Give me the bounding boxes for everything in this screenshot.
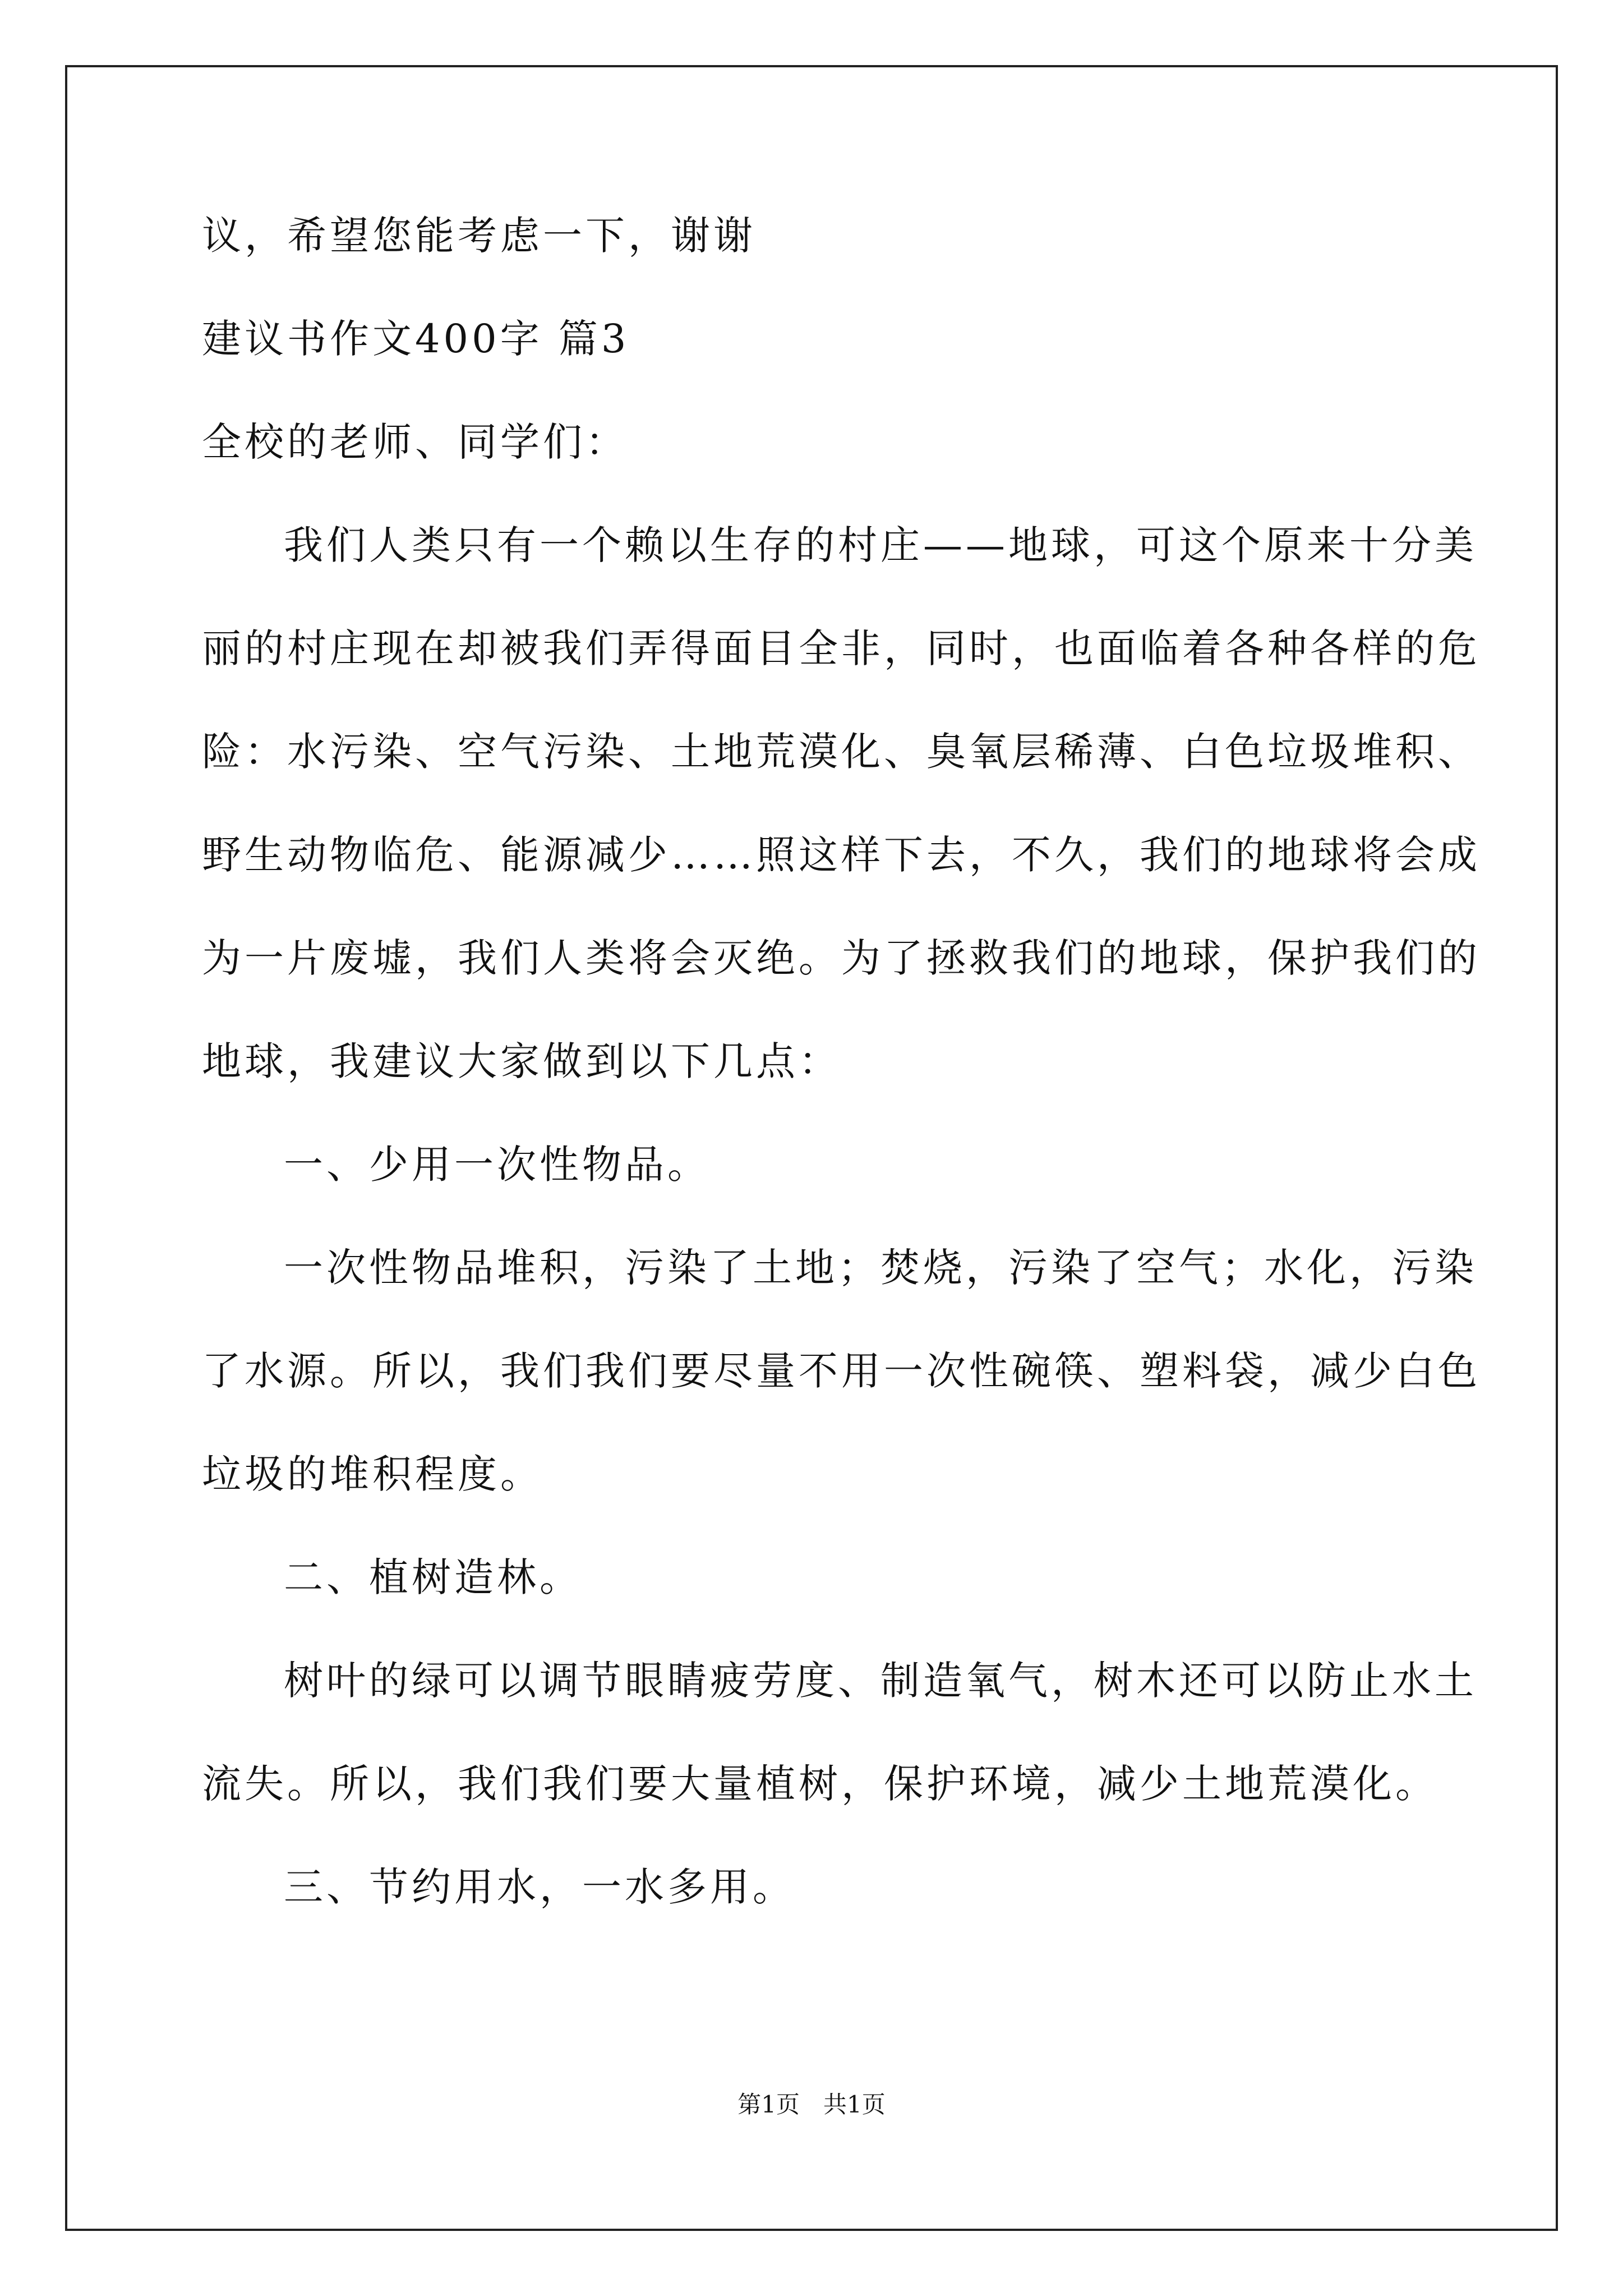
salutation: 全校的老师、同学们： (202, 419, 628, 465)
point-heading: 一、少用一次性物品。 (284, 1142, 710, 1188)
paragraph-line: 为一片废墟，我们人类将会灭绝。为了拯救我们的地球，保护我们的 (202, 935, 1481, 981)
paragraph-line: 一次性物品堆积，污染了土地；焚烧，污染了空气；水化，污染 (284, 1245, 1477, 1291)
paragraph-line: 地球，我建议大家做到以下几点： (202, 1038, 841, 1084)
section-heading: 建议书作文400字 篇3 (202, 316, 630, 362)
point-heading: 二、植树造林。 (284, 1554, 582, 1600)
paragraph-line: 垃圾的堆积程度。 (202, 1451, 543, 1497)
paragraph-line: 丽的村庄现在却被我们弄得面目全非，同时，也面临着各种各样的危 (202, 625, 1481, 671)
paragraph-line: 险：水污染、空气污染、土地荒漠化、臭氧层稀薄、白色垃圾堆积、 (202, 729, 1481, 775)
text-line: 议，希望您能考虑一下，谢谢 (202, 213, 756, 259)
paragraph-line: 了水源。所以，我们我们要尽量不用一次性碗筷、塑料袋，减少白色 (202, 1348, 1481, 1394)
point-heading: 三、节约用水，一水多用。 (284, 1864, 795, 1910)
paragraph-line: 流失。所以，我们我们要大量植树，保护环境，减少土地荒漠化。 (202, 1761, 1438, 1807)
paragraph-line: 我们人类只有一个赖以生存的村庄——地球，可这个原来十分美 (284, 522, 1477, 568)
paragraph-line: 树叶的绿可以调节眼睛疲劳度、制造氧气，树木还可以防止水土 (284, 1658, 1477, 1704)
paragraph-line: 野生动物临危、能源减少……照这样下去，不久，我们的地球将会成 (202, 832, 1481, 878)
page-number: 第1页 共1页 (737, 2091, 886, 2118)
